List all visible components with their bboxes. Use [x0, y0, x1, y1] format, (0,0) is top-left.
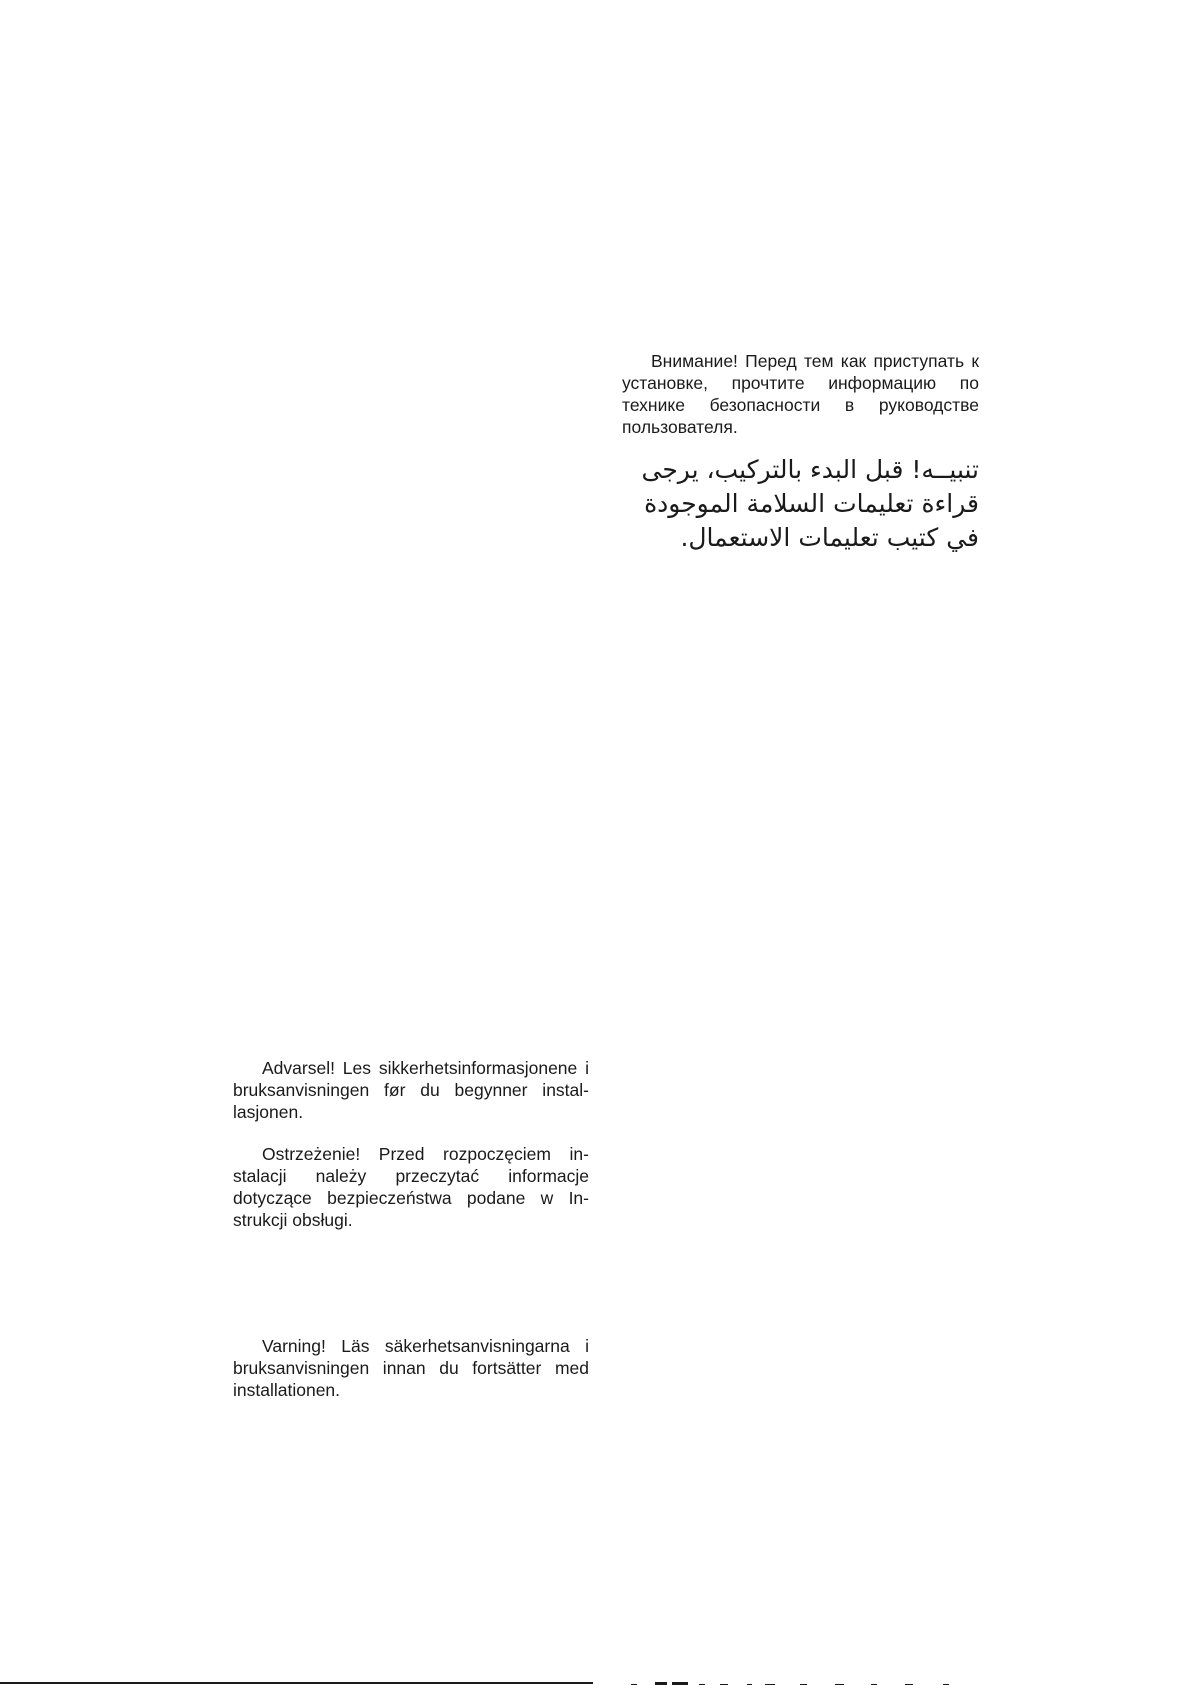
footer-rule [0, 1682, 593, 1684]
warning-russian: Внимание! Перед тем как приступать к установке, прочтите информацию по технике безопасности в руководстве пользователя. [622, 351, 979, 437]
warning-swedish: Varning! Läs säkerhetsanvisningarna i bruksanvisningen innan du fortsätter med installationen. [233, 1336, 589, 1400]
warning-norwegian: Advarsel! Les sikkerhetsinformasjonene i bruksanvisningen før du begynner instal-lasjonen. [233, 1058, 589, 1122]
warning-arabic: تنبيــه! قبل البدء بالتركيب، يرجى قراءة تعليمات السلامة الموجودة في كتيب تعليمات الاستعمال. [641, 455, 979, 552]
warning-polish: Ostrzeżenie! Przed rozpoczęciem in-stalacji należy przeczytać informacje dotyczące bezpieczeństwa podane w In-strukcji obsługi. [233, 1144, 589, 1230]
footer-cut-text [625, 1676, 985, 1685]
cut-text-glyphs [625, 1681, 985, 1685]
